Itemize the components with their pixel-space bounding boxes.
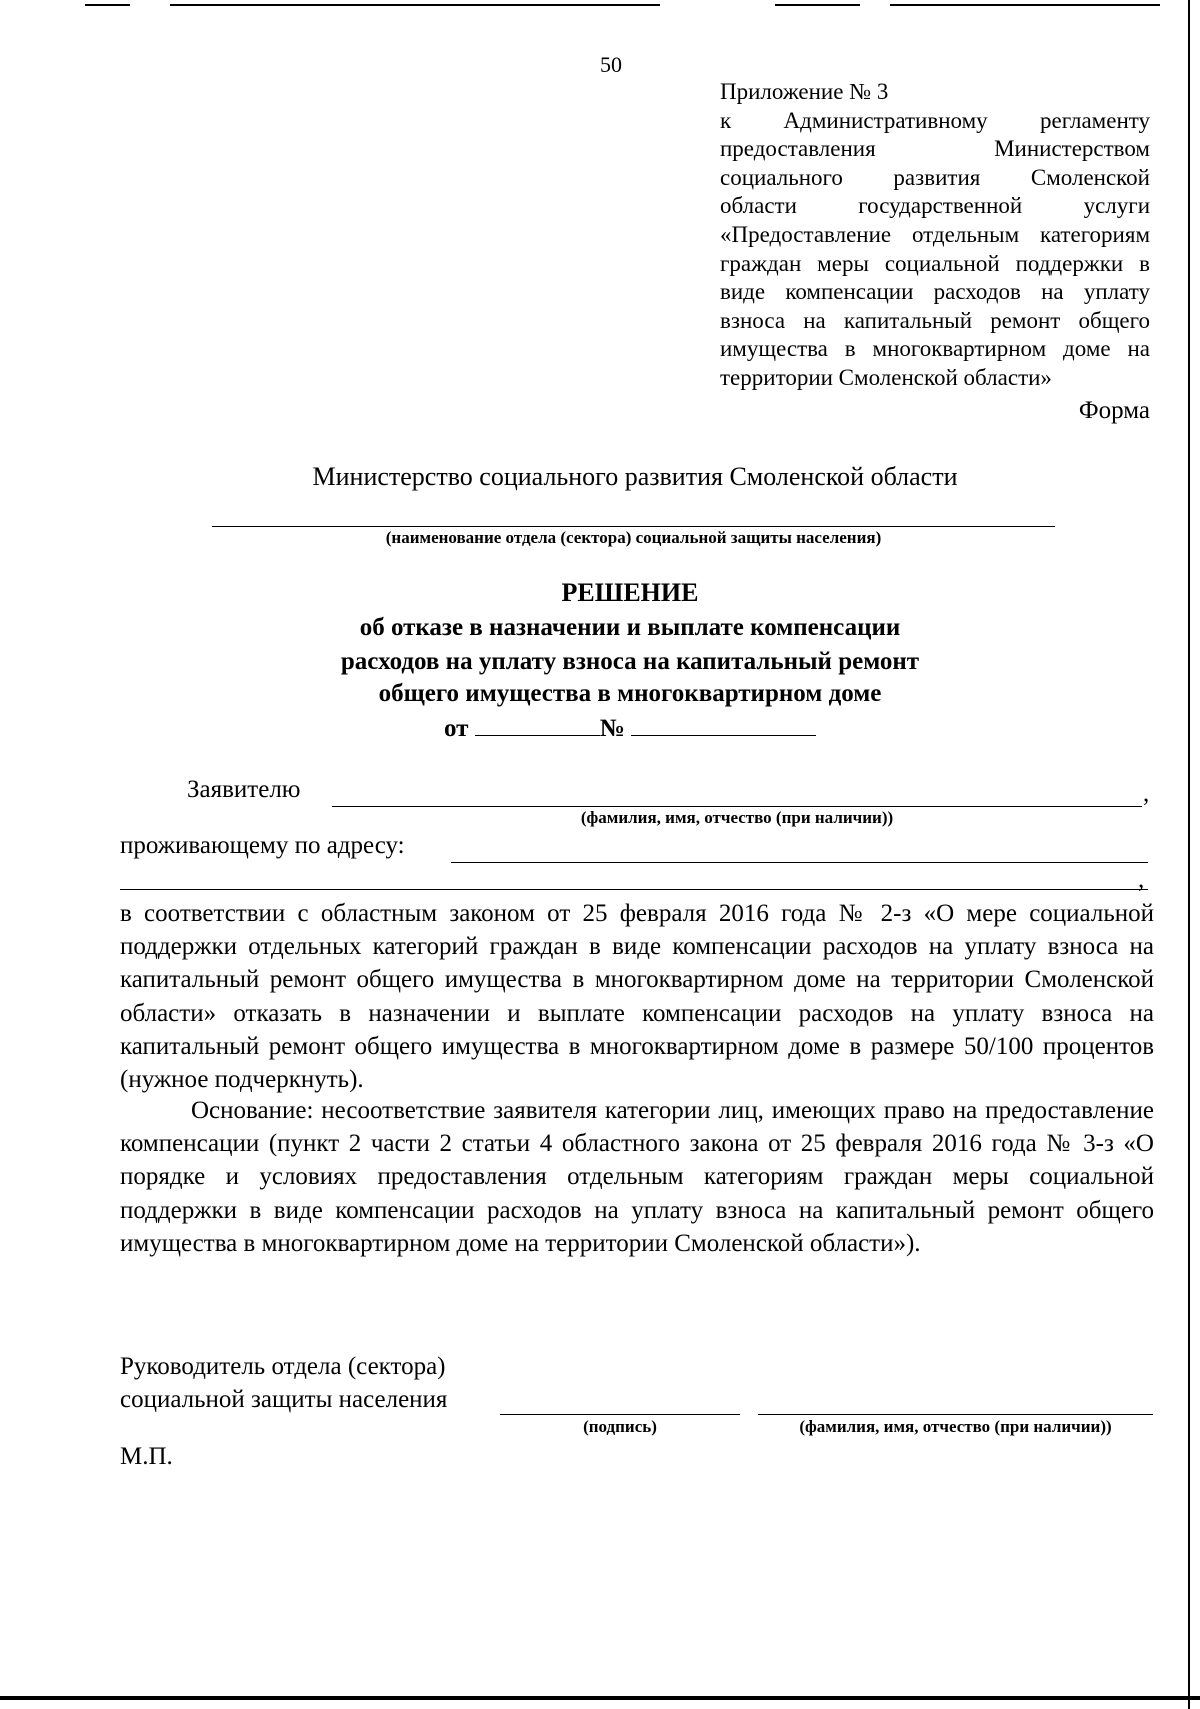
basis-paragraph: Основание: несоответствие заявителя категории лиц, имеющих право на предоставление компенсации (пункт 2 части 2 статьи 4 областного закона от 25 февраля 2016 года № 3-з «О порядке и условиях предоставления отдельным категориям граждан меры социальной поддержки в виде компенсации расходов на уплату взноса на капитальный ремонт общего имущества в многоквартирном доме на территории Смоленской области»). <box>120 1097 1154 1257</box>
address-comma: , <box>1138 866 1145 893</box>
appendix-line: «Предоставление отдельным категориям <box>720 221 1150 247</box>
appendix-line: к Административному регламенту <box>720 107 1150 133</box>
signer-name-caption: (фамилия, имя, отчество (при наличии)) <box>799 1417 1112 1436</box>
appendix-line: граждан меры социальной поддержки в <box>720 250 1150 276</box>
appendix-line: имущества в многоквартирном доме на <box>720 336 1150 362</box>
appendix-line: территории Смоленской области» <box>720 364 1052 390</box>
document-subtitle-line: общего имущества в многоквартирном доме <box>378 680 882 707</box>
scan-edge-bottom <box>0 1696 1200 1700</box>
appendix-block <box>720 78 1150 393</box>
signer-name-line <box>758 1414 1153 1415</box>
scan-edge-top-1 <box>85 4 130 6</box>
scan-edge-right <box>1188 0 1190 1709</box>
date-prefix: от <box>444 715 469 742</box>
applicant-name-line <box>332 806 1142 807</box>
number-sign: № <box>599 715 625 742</box>
signature-caption: (подпись) <box>583 1417 657 1436</box>
document-subtitle-line: расходов на уплату взноса на капитальный ремонт <box>340 648 920 675</box>
address-label: проживающему по адресу: <box>120 832 405 859</box>
scan-edge-top-2 <box>170 4 660 6</box>
applicant-name-caption: (фамилия, имя, отчество (при наличии)) <box>580 808 894 827</box>
appendix-line: социального развития Смоленской <box>720 164 1150 190</box>
department-field-line <box>212 526 1055 527</box>
document-subtitle-line: об отказе в назначении и выплате компенсации <box>359 614 901 641</box>
address-line <box>451 862 1148 863</box>
signer-title-line: Руководитель отдела (сектора) <box>120 1353 446 1380</box>
scan-edge-top-4 <box>890 4 1160 6</box>
form-label: Форма <box>1078 397 1150 424</box>
appendix-line: виде компенсации расходов на уплату <box>720 279 1150 305</box>
number-field-line <box>631 713 816 736</box>
applicant-label: Заявителю <box>187 776 301 803</box>
applicant-comma: , <box>1143 780 1150 807</box>
page-number: 50 <box>600 52 622 77</box>
signature-line <box>500 1414 740 1415</box>
ministry-name: Министерство социального развития Смоленской области <box>312 462 958 491</box>
stamp-label: М.П. <box>120 1443 173 1470</box>
decision-paragraph: в соответствии с областным законом от 25 февраля 2016 года № 2-з «О мере социальной поддержки отдельных категорий граждан в виде компенсации расходов на уплату взноса на капитальный ремонт общего имущества в многоквартирном доме на территории Смоленской области» отказать в назначении и выплате компенсации расходов на уплату взноса на капитальный ремонт общего имущества в многоквартирном доме в размере 50/100 процентов (нужное подчеркнуть). <box>120 900 1154 1094</box>
appendix-line: области государственной услуги <box>720 193 1150 219</box>
signer-title-line: социальной защиты населения <box>120 1386 448 1413</box>
appendix-line: взноса на капитальный ремонт общего <box>720 307 1150 333</box>
scan-edge-top-3 <box>775 4 860 6</box>
appendix-line: предоставления Министерством <box>720 136 1150 162</box>
date-number-row <box>444 713 816 743</box>
appendix-line: Приложение № 3 <box>720 79 889 104</box>
date-field-line <box>475 713 600 736</box>
department-field-caption: (наименование отдела (сектора) социальной защиты населения) <box>385 528 882 547</box>
address-line <box>120 889 1148 890</box>
document-title: РЕШЕНИЕ <box>561 578 699 607</box>
